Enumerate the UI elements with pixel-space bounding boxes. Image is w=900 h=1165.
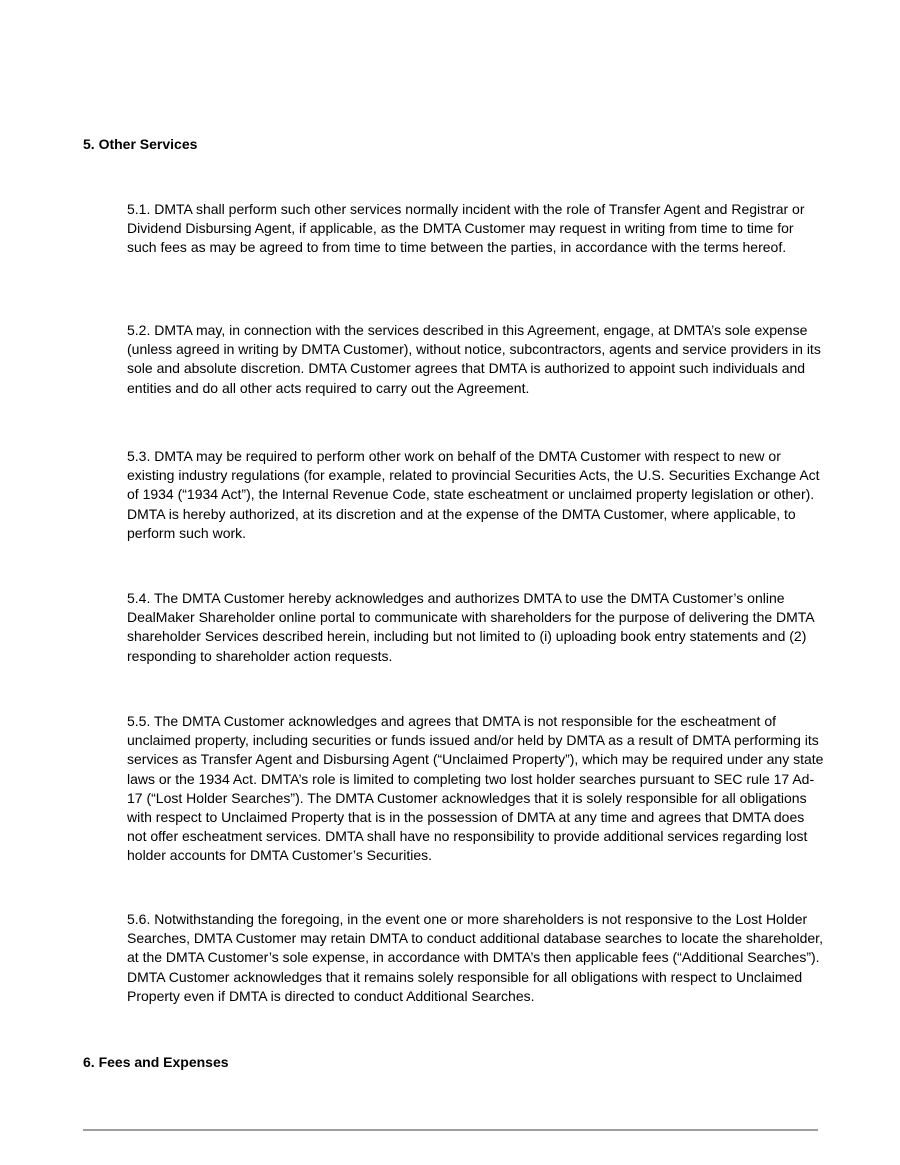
paragraph-5-2: 5.2. DMTA may, in connection with the services described in this Agreement, engage, at DMTA’s sole expense (unless agreed in writing by DMTA Customer), without notice, subcontractors, agents and service providers in its sole and absolute discretion. DMTA Customer agrees that DMTA is authorized to appoint such individuals and entities and do all other acts required to carry out the Agreement.	[127, 322, 821, 396]
footer-divider	[83, 1129, 818, 1131]
section-heading-fees-and-expenses: 6. Fees and Expenses	[83, 1054, 229, 1070]
paragraph-5-4: 5.4. The DMTA Customer hereby acknowledges and authorizes DMTA to use the DMTA Customer’s online DealMaker Shareholder online portal to communicate with shareholders for the purpose of delivering the DMTA shareholder Services described herein, including but not limited to (i) uploading book entry statements and (2) responding to shareholder action requests.	[127, 590, 814, 664]
paragraph-5-6: 5.6. Notwithstanding the foregoing, in the event one or more shareholders is not responsive to the Lost Holder Searches, DMTA Customer may retain DMTA to conduct additional database searches to locate the shareholder, at the DMTA Customer’s sole expense, in accordance with DMTA’s then applicable fees (“Additional Searches”). DMTA Customer acknowledges that it remains solely responsible for all obligations with respect to Unclaimed Property even if DMTA is directed to conduct Additional Searches.	[127, 911, 823, 1004]
paragraph-5-3: 5.3. DMTA may be required to perform other work on behalf of the DMTA Customer with respect to new or existing industry regulations (for example, related to provincial Securities Acts, the U.S. Securities Exchange Act of 1934 (“1934 Act”), the Internal Revenue Code, state escheatment or unclaimed property legislation or other). DMTA is hereby authorized, at its discretion and at the expense of the DMTA Customer, where applicable, to perform such work.	[127, 448, 820, 541]
section-heading-other-services: 5. Other Services	[83, 136, 198, 152]
paragraph-5-5: 5.5. The DMTA Customer acknowledges and agrees that DMTA is not responsible for the escheatment of unclaimed property, including securities or funds issued and/or held by DMTA as a result of DMTA performing its services as Transfer Agent and Disbursing Agent (“Unclaimed Property”), which may be required under any state laws or the 1934 Act. DMTA’s role is limited to completing two lost holder searches pursuant to SEC rule 17 Ad-17 (“Lost Holder Searches”). The DMTA Customer acknowledges that it is solely responsible for all obligations with respect to Unclaimed Property that is in the possession of DMTA at any time and agrees that DMTA does not offer escheatment services. DMTA shall have no responsibility to provide additional services regarding lost holder accounts for DMTA Customer’s Securities.	[127, 713, 824, 864]
paragraph-5-1: 5.1. DMTA shall perform such other services normally incident with the role of Transfer Agent and Registrar or Dividend Disbursing Agent, if applicable, as the DMTA Customer may request in writing from time to time for such fees as may be agreed to from time to time between the parties, in accordance with the terms hereof.	[127, 201, 805, 256]
